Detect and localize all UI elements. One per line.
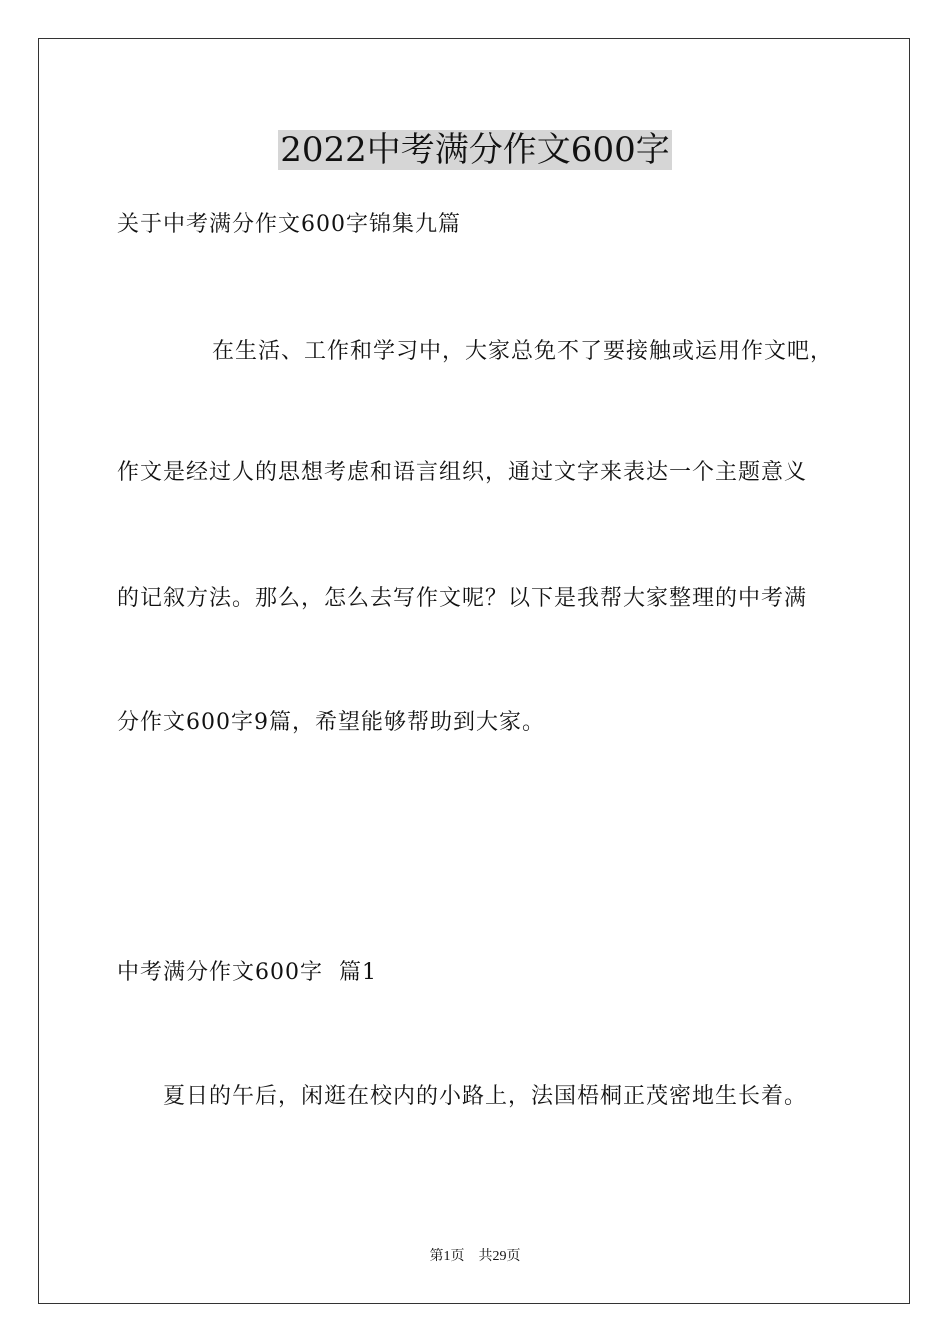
section-paragraph-line: 夏日的午后，闲逛在校内的小路上，法国梧桐正茂密地生长着。 [163,1084,808,1109]
intro-line-4: 分作文600字9篇，希望能够帮助到大家。 [117,710,545,735]
document-title [0,128,950,172]
intro-line-3: 的记叙方法。那么，怎么去写作文呢？以下是我帮大家整理的中考满 [117,586,808,611]
document-subtitle: 关于中考满分作文600字锦集九篇 [117,212,461,237]
section-heading: 中考满分作文600字 篇1 [117,960,377,985]
intro-line-2: 作文是经过人的思想考虑和语言组织，通过文字来表达一个主题意义 [117,460,808,485]
document-title-text: 2022中考满分作文600字 [280,130,670,170]
footer-page-number: 第1页 [429,1249,465,1264]
page-footer [0,1248,950,1266]
footer-total-pages: 共29页 [478,1249,521,1264]
intro-line-1: 在生活、工作和学习中，大家总免不了要接触或运用作文吧， [212,339,834,364]
